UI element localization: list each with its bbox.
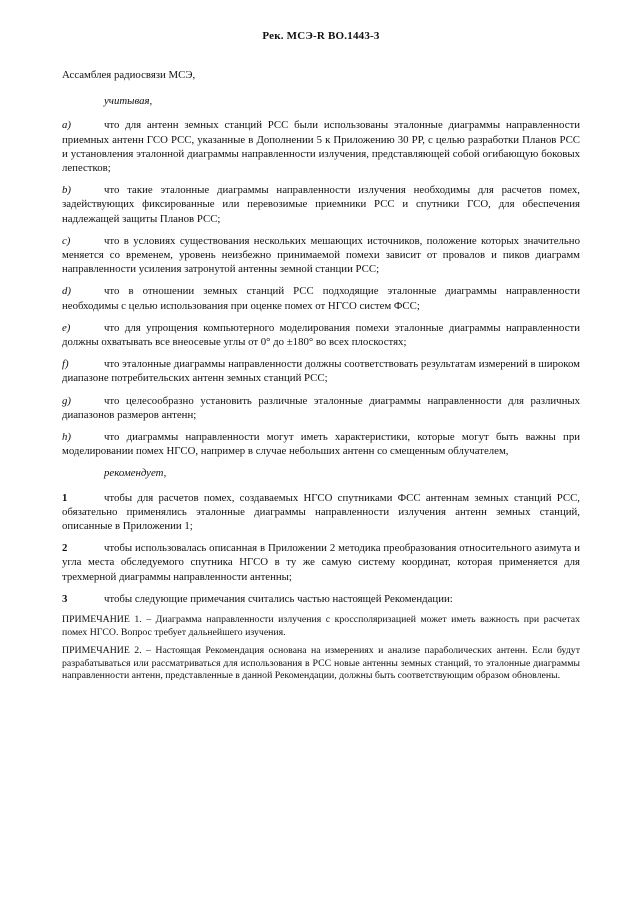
item-text: что в отношении земных станций РСС подходящие эталонные диаграммы направленности необходимы с целью использования при оценке помех от НГСО систем ФСС; [62,285,580,312]
item-label: g) [62,394,71,407]
item-text: что для антенн земных станций РСС были использованы эталонные диаграммы направленности приемных антенн ГСО РСС, указанные в Дополнении 5 к Приложению 30 РР, с целью разработки Планов РСС и установления эталонной диаграммы направленности излучения, представляющей собой огибающую боковых лепестков; [62,119,580,175]
item-text: что диаграммы направленности могут иметь характеристики, которые могут быть важны при моделировании помех НГСО, например в случае небольших антенн со смещенным облучателем, [62,431,580,458]
item-text: чтобы для расчетов помех, создаваемых НГСО спутниками ФСС антеннам земных станций РСС, обязательно применялись эталонные диаграммы направленности излучения антенн земных станций, описанные в Приложении 1; [62,491,580,533]
recommends-list [62,491,580,606]
document-page [62,30,580,689]
item-text: что эталонные диаграммы направленности должны соответствовать результатам измерений в широком диапазоне потребительских антенн земных станций РСС; [62,358,580,385]
item-text: чтобы следующие примечания считались частью настоящей Рекомендации: [104,592,453,605]
considering-heading: учитывая, [104,95,153,108]
assembly-line: Ассамблея радиосвязи МСЭ, [62,69,196,81]
recommends-item-2 [62,541,580,584]
item-text: чтобы использовалась описанная в Приложении 2 методика преобразования относительного азимута и угла места обследуемого спутника НГСО в ту же самую систему координат, которая применяется для трехмерной диаграммы направленности антенны; [62,542,580,583]
item-text: что целесообразно установить различные эталонные диаграммы направленности для различных диапазонов размеров антенн; [62,394,580,421]
item-label: d) [62,285,71,298]
item-label: f) [62,358,69,371]
considering-item-a [62,118,580,175]
item-label: 1 [62,491,68,504]
recommends-item-3 [62,592,580,606]
item-label: e) [62,321,71,334]
recommends-item-1 [62,491,580,534]
item-text: что в условиях существования нескольких мешающих источников, положение которых значительно меняется со временем, уровень неизбежно принимаемой помехи зависит от провалов и пиков диаграмм направленности усиления затронутой антенны земной станции РСС; [62,234,580,276]
item-label: h) [62,431,71,444]
page-header: Рек. МСЭ-R BO.1443-3 [262,30,380,42]
item-label: a) [62,119,71,132]
considering-item-h [62,430,580,458]
considering-item-e [62,321,580,349]
item-label: 3 [62,592,68,605]
considering-item-b [62,183,580,226]
item-label: c) [62,234,71,247]
note-1: ПРИМЕЧАНИЕ 1. – Диаграмма направленности излучения с кроссполяризацией может иметь важность при расчетах помех НГСО. Вопрос требует дальнейшего изучения. [62,614,580,638]
note-2: ПРИМЕЧАНИЕ 2. – Настоящая Рекомендация основана на измерениях и анализе параболических антенн. Если будут разрабатываться или рассматриваться для использования в РСС новые антенны земных станций, то эталонные диаграммы направленности антенн, представленные в данной Рекомендации, должны быть соответствующим образом обновлены. [62,645,580,682]
item-label: 2 [62,542,68,555]
considering-list [62,118,580,458]
item-text: что такие эталонные диаграммы направленности излучения необходимы для расчетов помех, задействующих фиксированные или перевозимые приемники РСС и спутники ГСО, для обеспечения надлежащей защиты Планов РСС; [62,184,580,225]
considering-item-g [62,394,580,422]
item-text: что для упрощения компьютерного моделирования помехи эталонные диаграммы направленности должны охватывать все внеосевые углы от 0° до ±180° во всех плоскостях; [62,321,580,349]
considering-item-c [62,234,580,277]
notes [62,614,580,683]
considering-item-d [62,284,580,312]
considering-item-f [62,357,580,385]
recommends-heading: рекомендует, [104,467,167,480]
item-label: b) [62,184,71,197]
